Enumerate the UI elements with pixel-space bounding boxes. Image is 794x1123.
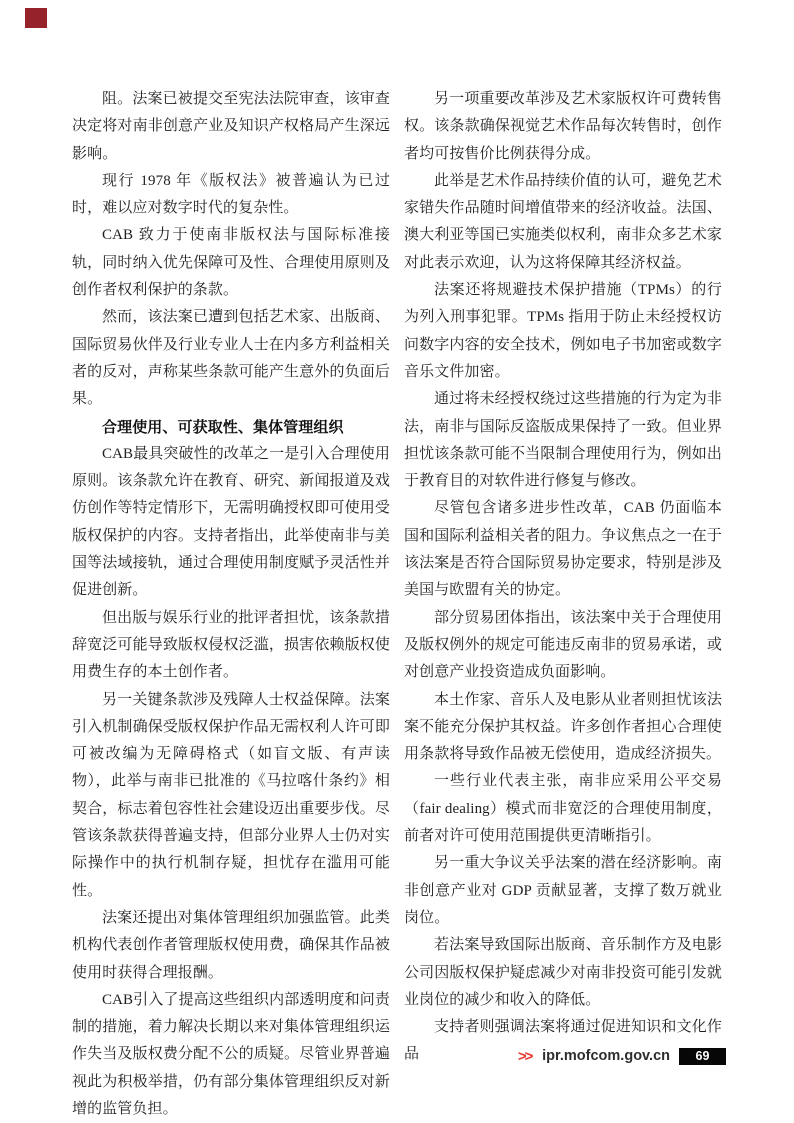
double-chevron-icon: >> (517, 1047, 532, 1065)
paragraph: 部分贸易团体指出，该法案中关于合理使用及版权例外的规定可能违反南非的贸易承诺，或对创意产业投资造成负面影响。 (404, 609, 722, 681)
article-body (72, 86, 722, 1123)
paragraph: 支持者则强调法案将通过促进知识和文化作品 (404, 1019, 722, 1063)
paragraph: 一些行业代表主张，南非应采用公平交易（fair dealing）模式而非宽泛的合理使用制度，前者对许可使用范围提供更清晰指引。 (404, 773, 722, 845)
paragraph: 法案还将规避技术保护措施（TPMs）的行为列入刑事犯罪。TPMs 指用于防止未经授权访问数字内容的安全技术，例如电子书加密或数字音乐文件加密。 (404, 282, 722, 380)
paragraph: 阻。法案已被提交至宪法法院审查，该审查决定将对南非创意产业及知识产权格局产生深远影响。 (72, 91, 390, 162)
paragraph: 但出版与娱乐行业的批评者担忧，该条款措辞宽泛可能导致版权侵权泛滥，损害依赖版权使用费生存的本土创作者。 (72, 609, 390, 681)
paragraph: 另一重大争议关乎法案的潜在经济影响。南非创意产业对 GDP 贡献显著，支撑了数万就业岗位。 (404, 855, 722, 926)
paragraph: 本土作家、音乐人及电影从业者则担忧该法案不能充分保护其权益。许多创作者担心合理使用条款将导致作品被无偿使用，造成经济损失。 (404, 691, 722, 763)
paragraph: 然而，该法案已遭到包括艺术家、出版商、国际贸易伙伴及行业专业人士在内多方利益相关者的反对，声称某些条款可能产生意外的负面后果。 (72, 309, 390, 408)
paragraph: CAB最具突破性的改革之一是引入合理使用原则。该条款允许在教育、研究、新闻报道及戏仿创作等特定情形下，无需明确授权即可使用受版权保护的内容。支持者指出，此举使南非与美国等法域接轨，通过合理使用制度赋予灵活性并促进创新。 (72, 445, 390, 599)
paragraph: CAB引入了提高这些组织内部透明度和问责制的措施，着力解决长期以来对集体管理组织运作失当及版权费分配不公的质疑。尽管业界普遍视此为积极举措，仍有部分集体管理组织反对新增的监管负担。 (72, 991, 390, 1117)
paragraph: 另一项重要改革涉及艺术家版权许可费转售权。该条款确保视觉艺术作品每次转售时，创作者均可按售价比例获得分成。 (404, 91, 722, 162)
paragraph: 尽管包含诸多进步性改革，CAB 仍面临本国和国际利益相关者的阻力。争议焦点之一在于该法案是否符合国际贸易协定要求，特别是涉及美国与欧盟有关的协定。 (404, 500, 722, 599)
paragraph: CAB 致力于使南非版权法与国际标准接轨，同时纳入优先保障可及性、合理使用原则及创作者权利保护的条款。 (72, 227, 390, 299)
left-column (72, 86, 390, 1123)
right-column (404, 86, 722, 1123)
paragraph: 若法案导致国际出版商、音乐制作方及电影公司因版权保护疑虑减少对南非投资可能引发就业岗位的减少和收入的降低。 (404, 937, 722, 1008)
page-footer (518, 1047, 726, 1065)
paragraph: 此举是艺术作品持续价值的认可，避免艺术家错失作品随时间增值带来的经济收益。法国、澳大利亚等国已实施类似权利，南非众多艺术家对此表示欢迎，认为这将保障其经济权益。 (404, 172, 722, 271)
paragraph: 现行 1978 年《版权法》被普遍认为已过时，难以应对数字时代的复杂性。 (72, 172, 390, 217)
footer-site-url: ipr.mofcom.gov.cn (542, 1047, 670, 1064)
paragraph: 另一关键条款涉及残障人士权益保障。法案引入机制确保受版权保护作品无需权利人许可即可被改编为无障碍格式（如盲文版、有声读物），此举与南非已批准的《马拉喀什条约》相契合，标志着包容性社会建设迈出重要步伐。尽管该条款获得普遍支持，但部分业界人士仍对实际操作中的执行机制存疑，担忧存在滥用可能性。 (72, 691, 390, 899)
page-number-badge: 69 (679, 1048, 726, 1065)
paragraph: 法案还提出对集体管理组织加强监管。此类机构代表创作者管理版权使用费，确保其作品被使用时获得合理报酬。 (72, 909, 390, 981)
section-heading: 合理使用、可获取性、集体管理组织 (102, 418, 344, 436)
paragraph: 通过将未经授权绕过这些措施的行为定为非法，南非与国际反盗版成果保持了一致。但业界担忧该条款可能不当限制合理使用行为，例如出于教育目的对软件进行修复与修改。 (404, 391, 722, 490)
page-corner-mark (25, 8, 47, 28)
